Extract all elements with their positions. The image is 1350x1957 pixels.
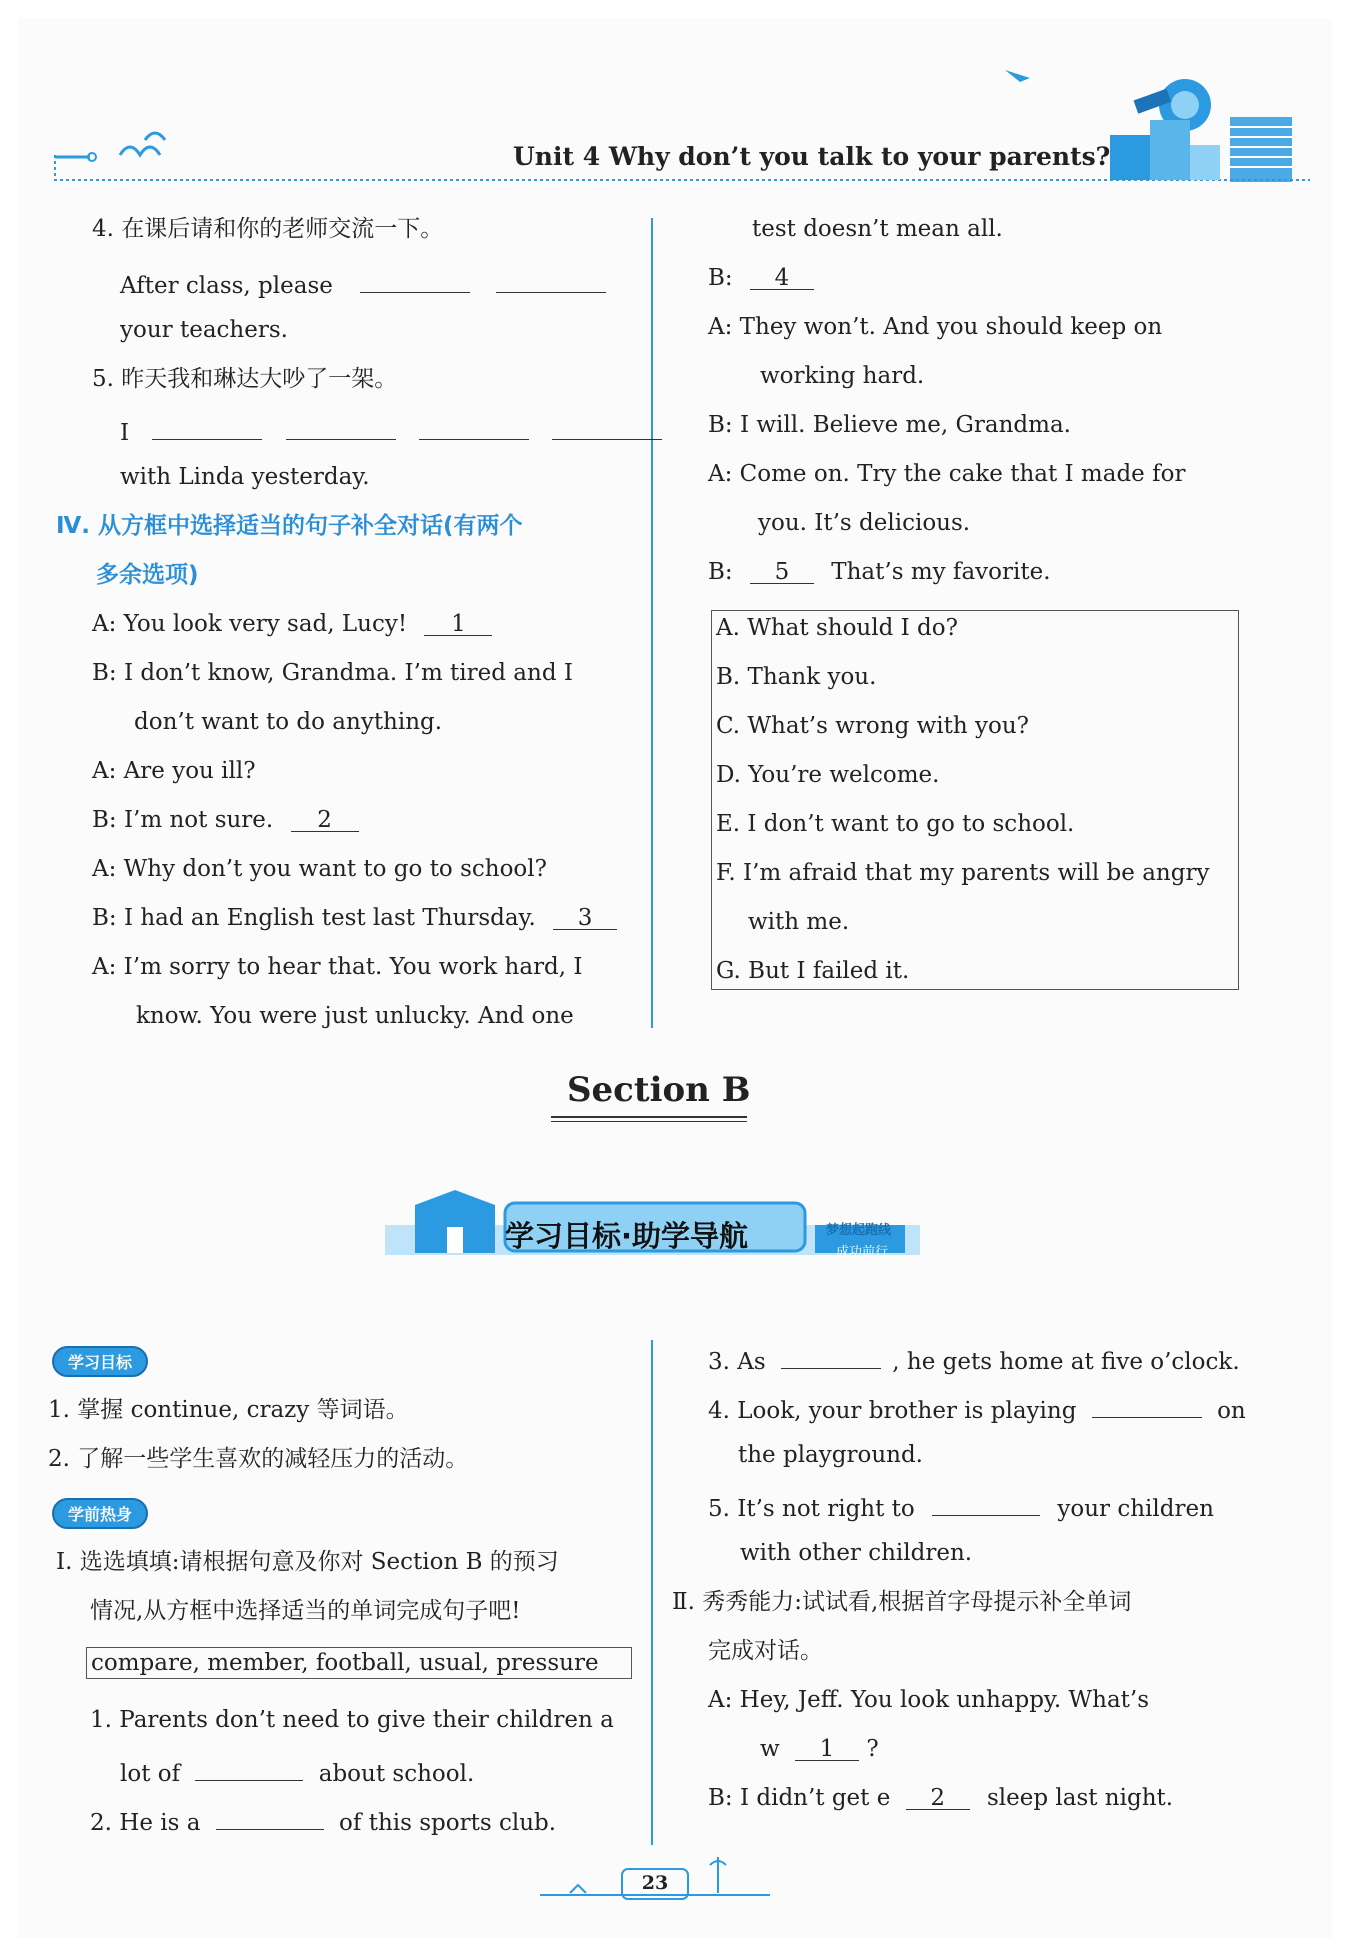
dialog-line-5: A: Why don’t you want to go to school?: [92, 856, 547, 882]
q5-sentence: [120, 413, 662, 448]
s4-pre: 4. Look, your brother is playing: [708, 1398, 1077, 1424]
s3-pre: 3. As: [708, 1349, 766, 1375]
s5-pre: 5. It’s not right to: [708, 1496, 915, 1522]
sentence-3: [708, 1342, 1240, 1377]
s1-pre: lot of: [120, 1761, 181, 1787]
q5-blank-3[interactable]: [419, 413, 529, 440]
option-f-cont: with me.: [748, 909, 850, 935]
conversation-line-1-cont: [760, 1734, 879, 1764]
section-i-title: Ⅰ. 选选填填:请根据句意及你对 Section B 的预习: [56, 1549, 559, 1575]
q5-sentence-end: with Linda yesterday.: [120, 464, 370, 490]
sentence-1: 1. Parents don’t need to give their children a: [90, 1707, 614, 1733]
s2-pre: 2. He is a: [90, 1810, 201, 1836]
conversation-line-2: [708, 1783, 1173, 1813]
s3-blank[interactable]: [781, 1342, 881, 1369]
s1-post: about school.: [318, 1761, 475, 1787]
dialog-1-text: A: You look very sad, Lucy!: [92, 611, 408, 637]
option-g: G. But I failed it.: [716, 958, 910, 984]
option-f: F. I’m afraid that my parents will be angry: [716, 860, 1210, 886]
column-divider: [651, 218, 653, 1028]
dialog-line-8: [708, 263, 814, 293]
warmup-pill: 学前热身: [52, 1498, 148, 1529]
dialog-4-text: B: I’m not sure.: [92, 807, 274, 833]
c1-pre: w: [760, 1736, 780, 1762]
column-divider-bottom: [651, 1340, 653, 1845]
dialog-line-10: B: I will. Believe me, Grandma.: [708, 412, 1071, 438]
q5-prompt: 5. 昨天我和琳达大吵了一架。: [92, 366, 398, 392]
sentence-4-cont: the playground.: [738, 1442, 923, 1468]
page-number: 23: [641, 1872, 669, 1894]
section-b-title: Section B: [567, 1070, 751, 1110]
section-iv-title-cont: 多余选项): [96, 562, 199, 588]
s5-post: your children: [1057, 1496, 1214, 1522]
q4-blank-2[interactable]: [496, 266, 606, 293]
dialog-line-11-cont: you. It’s delicious.: [758, 510, 971, 536]
conversation-line-1: A: Hey, Jeff. You look unhappy. What’s: [708, 1687, 1150, 1713]
sentence-5-cont: with other children.: [740, 1540, 973, 1566]
s5-blank[interactable]: [932, 1489, 1040, 1516]
dialog-12-speaker: B:: [708, 559, 733, 585]
q4-blank-1[interactable]: [360, 266, 470, 293]
q5-blank-4[interactable]: [552, 413, 662, 440]
s2-blank[interactable]: [216, 1803, 324, 1830]
section-b-underline-2: [551, 1121, 747, 1122]
section-iv-title: Ⅳ. 从方框中选择适当的句子补全对话(有两个: [56, 513, 523, 539]
answer-blank-4[interactable]: 4: [750, 263, 814, 290]
option-b: B. Thank you.: [716, 664, 877, 690]
banner-subtitle-a: 梦想起跑线: [826, 1223, 892, 1238]
word-box: compare, member, football, usual, pressure: [86, 1647, 632, 1679]
answer-blank-1[interactable]: 1: [424, 609, 492, 636]
q4-sentence-end: your teachers.: [120, 317, 288, 343]
dialog-line-2-cont: don’t want to do anything.: [134, 709, 443, 735]
q4-text: After class, please: [120, 273, 333, 299]
s3-post: , he gets home at five o’clock.: [892, 1349, 1240, 1375]
c1-blank[interactable]: 1: [795, 1734, 859, 1761]
s4-blank[interactable]: [1092, 1391, 1202, 1418]
goals-pill: 学习目标: [52, 1346, 148, 1377]
sentence-4: [708, 1391, 1246, 1426]
goal-2: 2. 了解一些学生喜欢的减轻压力的活动。: [48, 1446, 469, 1472]
dialog-6-text: B: I had an English test last Thursday.: [92, 905, 536, 931]
answer-blank-3[interactable]: 3: [553, 903, 617, 930]
dialog-line-11: A: Come on. Try the cake that I made for: [708, 461, 1186, 487]
paper-plane-icon: [1005, 70, 1030, 82]
s4-post: on: [1217, 1398, 1246, 1424]
dialog-line-9-cont: working hard.: [760, 363, 925, 389]
dialog-line-12: [708, 557, 1051, 587]
option-d: D. You’re welcome.: [716, 762, 940, 788]
s1-blank[interactable]: [195, 1754, 303, 1781]
dialog-line-4: [92, 805, 359, 835]
palm-icon: [710, 1857, 726, 1893]
sentence-2: [90, 1803, 556, 1838]
q5-blank-1[interactable]: [152, 413, 262, 440]
section-ii-title: Ⅱ. 秀秀能力:试试看,根据首字母提示补全单词: [672, 1589, 1132, 1615]
section-i-title-cont: 情况,从方框中选择适当的单词完成句子吧!: [90, 1598, 521, 1624]
banner-title: 学习目标·助学导航: [505, 1219, 749, 1253]
dialog-12-text: That’s my favorite.: [831, 559, 1051, 585]
dialog-line-6: [92, 903, 617, 933]
q4-prompt: 4. 在课后请和你的老师交流一下。: [92, 216, 444, 242]
dialog-8-text: B:: [708, 265, 733, 291]
dialog-line-3: A: Are you ill?: [92, 758, 256, 784]
answer-blank-2[interactable]: 2: [291, 805, 359, 832]
option-c: C. What’s wrong with you?: [716, 713, 1030, 739]
option-a: A. What should I do?: [716, 615, 958, 641]
option-e: E. I don’t want to go to school.: [716, 811, 1075, 837]
dialog-line-9: A: They won’t. And you should keep on: [708, 314, 1163, 340]
c1-post: ?: [866, 1736, 879, 1762]
s2-post: of this sports club.: [339, 1810, 557, 1836]
dialog-line-7: A: I’m sorry to hear that. You work hard, I: [92, 954, 583, 980]
section-ii-title-cont: 完成对话。: [708, 1638, 823, 1664]
section-b-underline: [551, 1116, 747, 1118]
goal-1: 1. 掌握 continue, crazy 等词语。: [48, 1397, 409, 1423]
sentence-5: [708, 1489, 1214, 1524]
q5-blank-2[interactable]: [286, 413, 396, 440]
dialog-line-1: [92, 609, 492, 639]
q5-text: I: [120, 420, 130, 446]
c2-blank[interactable]: 2: [906, 1783, 970, 1810]
dialog-line-7-cont: know. You were just unlucky. And one: [136, 1003, 574, 1029]
sentence-1-cont: [120, 1754, 474, 1789]
answer-blank-5[interactable]: 5: [750, 557, 814, 584]
c2-post: sleep last night.: [986, 1785, 1174, 1811]
banner-subtitle-b: 成功前行: [836, 1245, 889, 1260]
dialog-line-7-end: test doesn’t mean all.: [752, 216, 1003, 242]
page-header-title: Unit 4 Why don’t you talk to your parents?: [513, 142, 1111, 171]
bird-icon: [120, 147, 160, 155]
q4-sentence: [120, 266, 606, 301]
dialog-line-2: B: I don’t know, Grandma. I’m tired and I: [92, 660, 573, 686]
c2-pre: B: I didn’t get e: [708, 1785, 891, 1811]
